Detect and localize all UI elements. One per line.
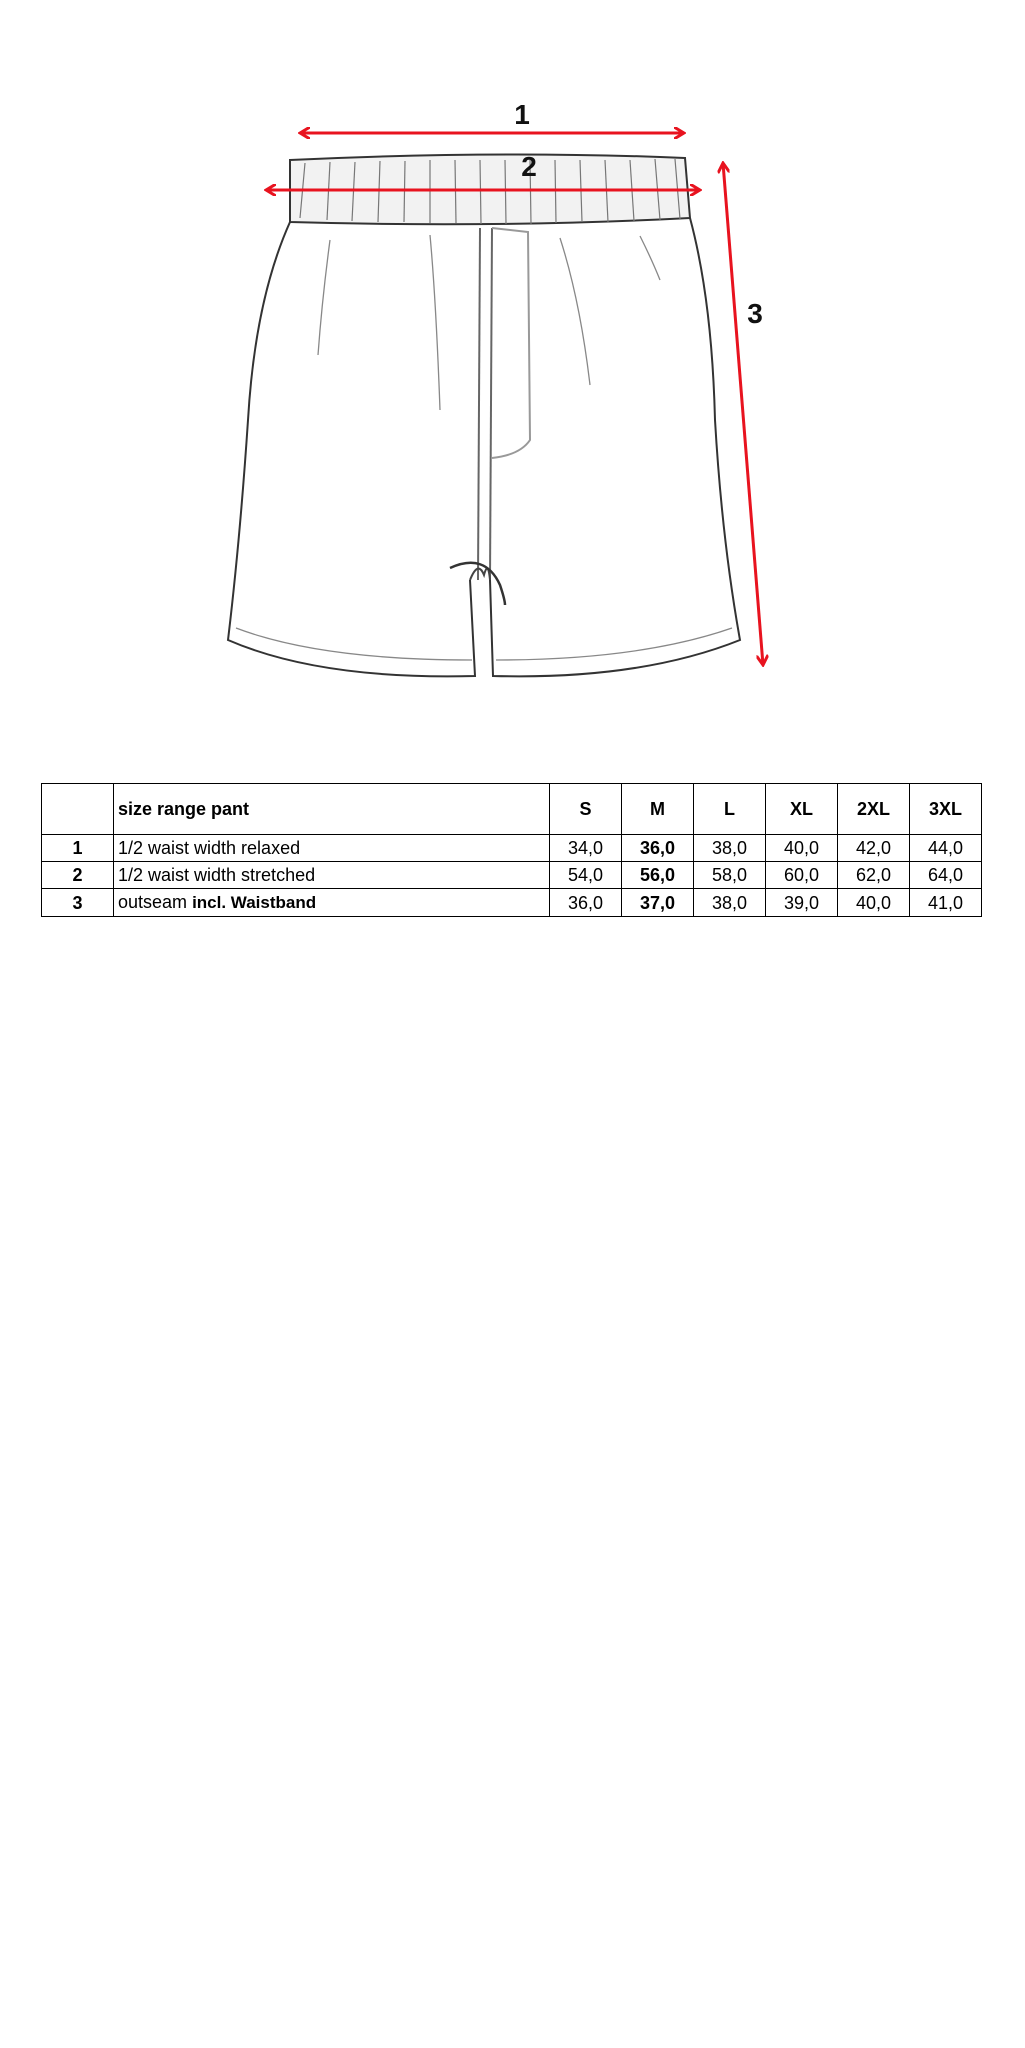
row-value-s: 36,0 bbox=[550, 889, 622, 917]
shorts-drawing bbox=[228, 154, 740, 676]
dimension-label-2: 2 bbox=[521, 151, 537, 182]
row-value-l: 38,0 bbox=[694, 889, 766, 917]
row-description-text: outseam bbox=[118, 892, 188, 912]
table-row bbox=[42, 889, 982, 917]
row-description-text: 1/2 waist width relaxed bbox=[118, 838, 301, 858]
table-row bbox=[42, 835, 982, 862]
dimension-label-1: 1 bbox=[514, 99, 530, 130]
header-size-m: M bbox=[622, 784, 694, 835]
row-number: 2 bbox=[42, 862, 114, 889]
row-value-2xl: 62,0 bbox=[838, 862, 910, 889]
row-value-m: 56,0 bbox=[622, 862, 694, 889]
row-value-3xl: 64,0 bbox=[910, 862, 982, 889]
row-description-suffix: incl. Waistband bbox=[192, 893, 317, 912]
dimension-label-3: 3 bbox=[747, 298, 763, 329]
header-size-2xl: 2XL bbox=[838, 784, 910, 835]
row-description-text: 1/2 waist width stretched bbox=[118, 865, 316, 885]
size-chart-table bbox=[41, 783, 982, 917]
arrow-3-outseam bbox=[723, 163, 763, 665]
row-value-xl: 60,0 bbox=[766, 862, 838, 889]
row-value-m: 37,0 bbox=[622, 889, 694, 917]
header-size-xl: XL bbox=[766, 784, 838, 835]
row-number: 1 bbox=[42, 835, 114, 862]
row-value-xl: 39,0 bbox=[766, 889, 838, 917]
row-description bbox=[114, 835, 550, 862]
table-row bbox=[42, 862, 982, 889]
row-value-xl: 40,0 bbox=[766, 835, 838, 862]
row-value-2xl: 40,0 bbox=[838, 889, 910, 917]
row-number: 3 bbox=[42, 889, 114, 917]
shorts-measurement-diagram bbox=[0, 0, 1025, 700]
header-size-s: S bbox=[550, 784, 622, 835]
row-description bbox=[114, 862, 550, 889]
row-value-s: 54,0 bbox=[550, 862, 622, 889]
row-value-l: 58,0 bbox=[694, 862, 766, 889]
row-value-l: 38,0 bbox=[694, 835, 766, 862]
header-description-cell: size range pant bbox=[114, 784, 550, 835]
header-number-cell bbox=[42, 784, 114, 835]
row-value-m: 36,0 bbox=[622, 835, 694, 862]
header-size-3xl: 3XL bbox=[910, 784, 982, 835]
table-header-row bbox=[42, 784, 982, 835]
header-size-l: L bbox=[694, 784, 766, 835]
row-description bbox=[114, 889, 550, 917]
row-value-2xl: 42,0 bbox=[838, 835, 910, 862]
row-value-3xl: 44,0 bbox=[910, 835, 982, 862]
row-value-s: 34,0 bbox=[550, 835, 622, 862]
row-value-3xl: 41,0 bbox=[910, 889, 982, 917]
